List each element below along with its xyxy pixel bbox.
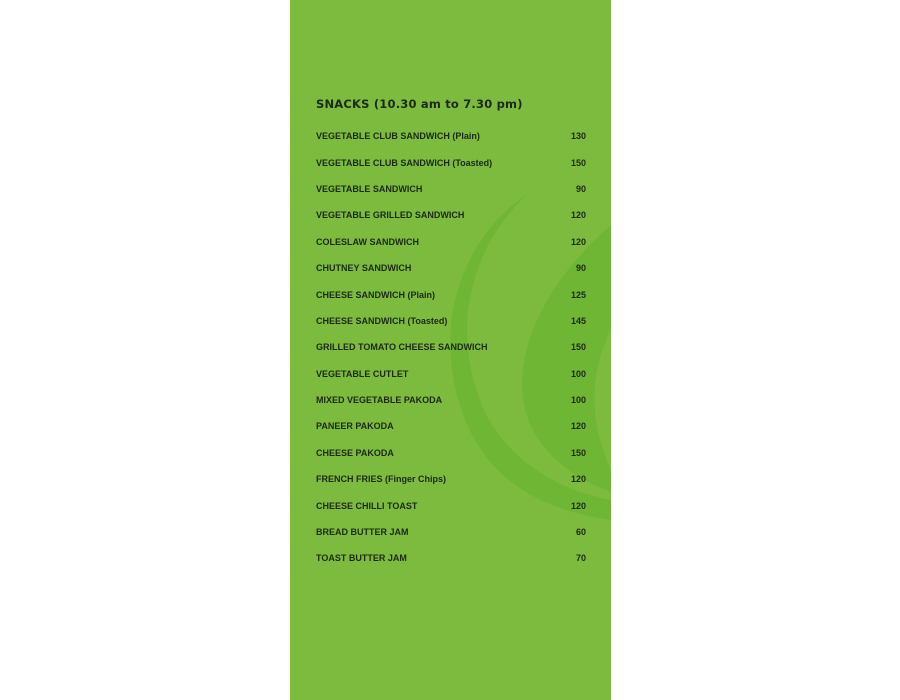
menu-item-name: VEGETABLE CLUB SANDWICH (Toasted)	[316, 157, 493, 168]
menu-item-price: 90	[575, 183, 586, 194]
menu-item-price: 145	[570, 315, 586, 326]
menu-panel	[290, 0, 611, 700]
menu-item-row	[316, 361, 586, 387]
menu-item-price: 150	[570, 447, 586, 458]
menu-item-row	[316, 176, 586, 202]
menu-item-name: COLESLAW SANDWICH	[316, 236, 419, 247]
menu-item-name: VEGETABLE CUTLET	[316, 368, 409, 379]
menu-item-row	[316, 308, 586, 334]
menu-item-price: 120	[570, 474, 586, 485]
menu-item-row	[316, 334, 586, 360]
menu-item-row	[316, 387, 586, 413]
menu-item-name: GRILLED TOMATO CHEESE SANDWICH	[316, 342, 488, 353]
menu-item-name: MIXED VEGETABLE PAKODA	[316, 395, 443, 406]
menu-item-price: 120	[570, 500, 586, 511]
menu-item-row	[316, 466, 586, 492]
menu-item-name: VEGETABLE GRILLED SANDWICH	[316, 210, 465, 221]
menu-item-price: 100	[570, 395, 586, 406]
menu-item-name: FRENCH FRIES (Finger Chips)	[316, 474, 446, 485]
menu-item-price: 120	[570, 236, 586, 247]
menu-item-price: 90	[575, 263, 586, 274]
menu-item-row	[316, 255, 586, 281]
menu-item-row	[316, 281, 586, 307]
menu-item-name: PANEER PAKODA	[316, 421, 394, 432]
menu-item-row	[316, 202, 586, 228]
menu-item-name: CHEESE SANDWICH (Toasted)	[316, 315, 448, 326]
menu-item-row	[316, 545, 586, 571]
menu-item-name: CHEESE PAKODA	[316, 447, 394, 458]
menu-item-price: 120	[570, 210, 586, 221]
menu-item-price: 125	[570, 289, 586, 300]
menu-item-row	[316, 492, 586, 518]
menu-item-price: 150	[570, 342, 586, 353]
menu-item-name: VEGETABLE CLUB SANDWICH (Plain)	[316, 131, 480, 142]
menu-item-price: 60	[575, 527, 586, 538]
menu-item-name: CHUTNEY SANDWICH	[316, 263, 412, 274]
menu-item-name: CHEESE SANDWICH (Plain)	[316, 289, 436, 300]
menu-item-price: 130	[570, 131, 586, 142]
menu-item-name: BREAD BUTTER JAM	[316, 527, 409, 538]
menu-item-price: 150	[570, 157, 586, 168]
menu-item-price: 100	[570, 368, 586, 379]
menu-item-row	[316, 519, 586, 545]
menu-item-price: 70	[575, 553, 586, 564]
menu-item-row	[316, 440, 586, 466]
menu-item-name: CHEESE CHILLI TOAST	[316, 500, 418, 511]
menu-item-name: VEGETABLE SANDWICH	[316, 183, 423, 194]
menu-item-price: 120	[570, 421, 586, 432]
menu-items-list	[316, 123, 586, 572]
menu-heading: SNACKS (10.30 am to 7.30 pm)	[316, 97, 523, 111]
menu-item-name: TOAST BUTTER JAM	[316, 553, 407, 564]
menu-item-row	[316, 123, 586, 149]
menu-item-row	[316, 149, 586, 175]
menu-item-row	[316, 229, 586, 255]
menu-item-row	[316, 413, 586, 439]
snacks-menu	[316, 96, 586, 572]
